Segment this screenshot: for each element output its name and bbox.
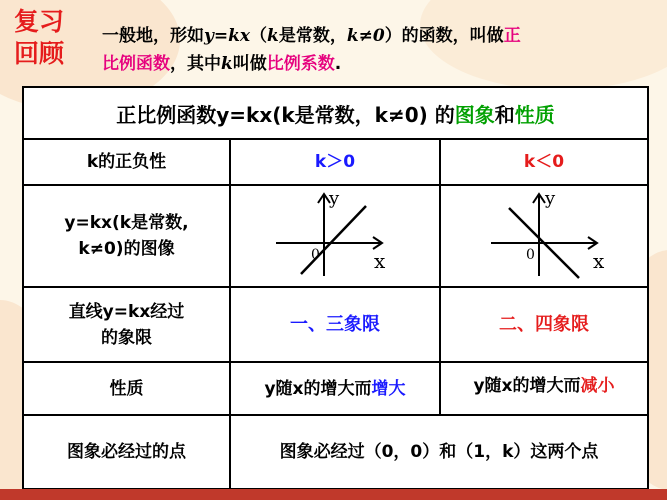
x-axis-label: x xyxy=(593,249,605,273)
row-label-line: 的象限 xyxy=(101,327,152,348)
y-axis-label: y xyxy=(329,188,340,209)
property-increase: 增大 xyxy=(371,378,406,399)
def-condition: k≠0 xyxy=(346,26,385,46)
header-graph-word: 图象 xyxy=(454,102,495,127)
cell-k-negative: k＜0 xyxy=(523,152,565,172)
row-label-fixed-points: 图象必经过的点 xyxy=(67,442,186,462)
origin-label: 0 xyxy=(311,247,320,263)
property-text: y随x的增大而 xyxy=(264,378,372,399)
table-header xyxy=(24,88,647,140)
def-term-direct-prop-cont: 比例函数 xyxy=(102,54,170,74)
y-axis-label: y xyxy=(545,188,556,209)
bottom-bar xyxy=(0,489,667,500)
def-formula: y=kx xyxy=(204,26,251,46)
cell-property-negative xyxy=(441,360,647,411)
def-part: ）的函数，叫做 xyxy=(384,26,504,46)
row-label-sign: k的正负性 xyxy=(86,152,167,172)
property-decrease: 减小 xyxy=(580,375,615,396)
header-text: 正比例函数y=kx(k是常数，k≠0) 的 xyxy=(116,102,455,127)
def-part: （ xyxy=(250,26,268,46)
def-part: 一般地，形如 xyxy=(102,26,204,46)
row-label-graph xyxy=(24,186,229,286)
cell-fixed-points: 图象必经过（0，0）和（1，k）这两个点 xyxy=(279,442,599,462)
property-text: y随x的增大而 xyxy=(473,375,581,396)
line-positive-slope xyxy=(301,206,366,274)
def-term-coefficient: 比例系数 xyxy=(266,54,335,74)
x-axis-label: x xyxy=(374,249,386,273)
graph-decreasing xyxy=(441,186,647,286)
def-var-k: k xyxy=(221,54,233,74)
header-text: 和 xyxy=(494,102,515,127)
def-term-direct-prop: 正 xyxy=(503,26,521,46)
cell-k-positive: k＞0 xyxy=(314,152,356,172)
cell-quadrants-positive: 一、三象限 xyxy=(290,313,380,335)
def-part: 是常数， xyxy=(278,26,347,46)
cell-quadrants-negative: 二、四象限 xyxy=(499,313,589,335)
properties-table xyxy=(22,86,649,490)
row-label-line: 直线y=kx经过 xyxy=(68,301,185,322)
review-title-line1: 复习 xyxy=(13,7,64,36)
origin-label: 0 xyxy=(526,247,535,263)
row-label-quadrants xyxy=(24,288,229,361)
graph-increasing xyxy=(231,186,439,286)
row-label-property: 性质 xyxy=(109,378,144,399)
def-var-k: k xyxy=(267,26,279,46)
def-part: . xyxy=(334,54,342,74)
cell-property-positive xyxy=(231,363,439,414)
row-label-line: y=kx(k是常数, xyxy=(64,213,189,233)
def-part: ，其中 xyxy=(170,54,221,74)
review-title-line2: 回顾 xyxy=(13,39,64,68)
definition-text xyxy=(102,22,642,78)
review-title xyxy=(6,6,72,70)
def-part: 叫做 xyxy=(232,54,267,74)
row-label-line: k≠0)的图像 xyxy=(78,239,175,259)
header-property-word: 性质 xyxy=(514,102,555,127)
